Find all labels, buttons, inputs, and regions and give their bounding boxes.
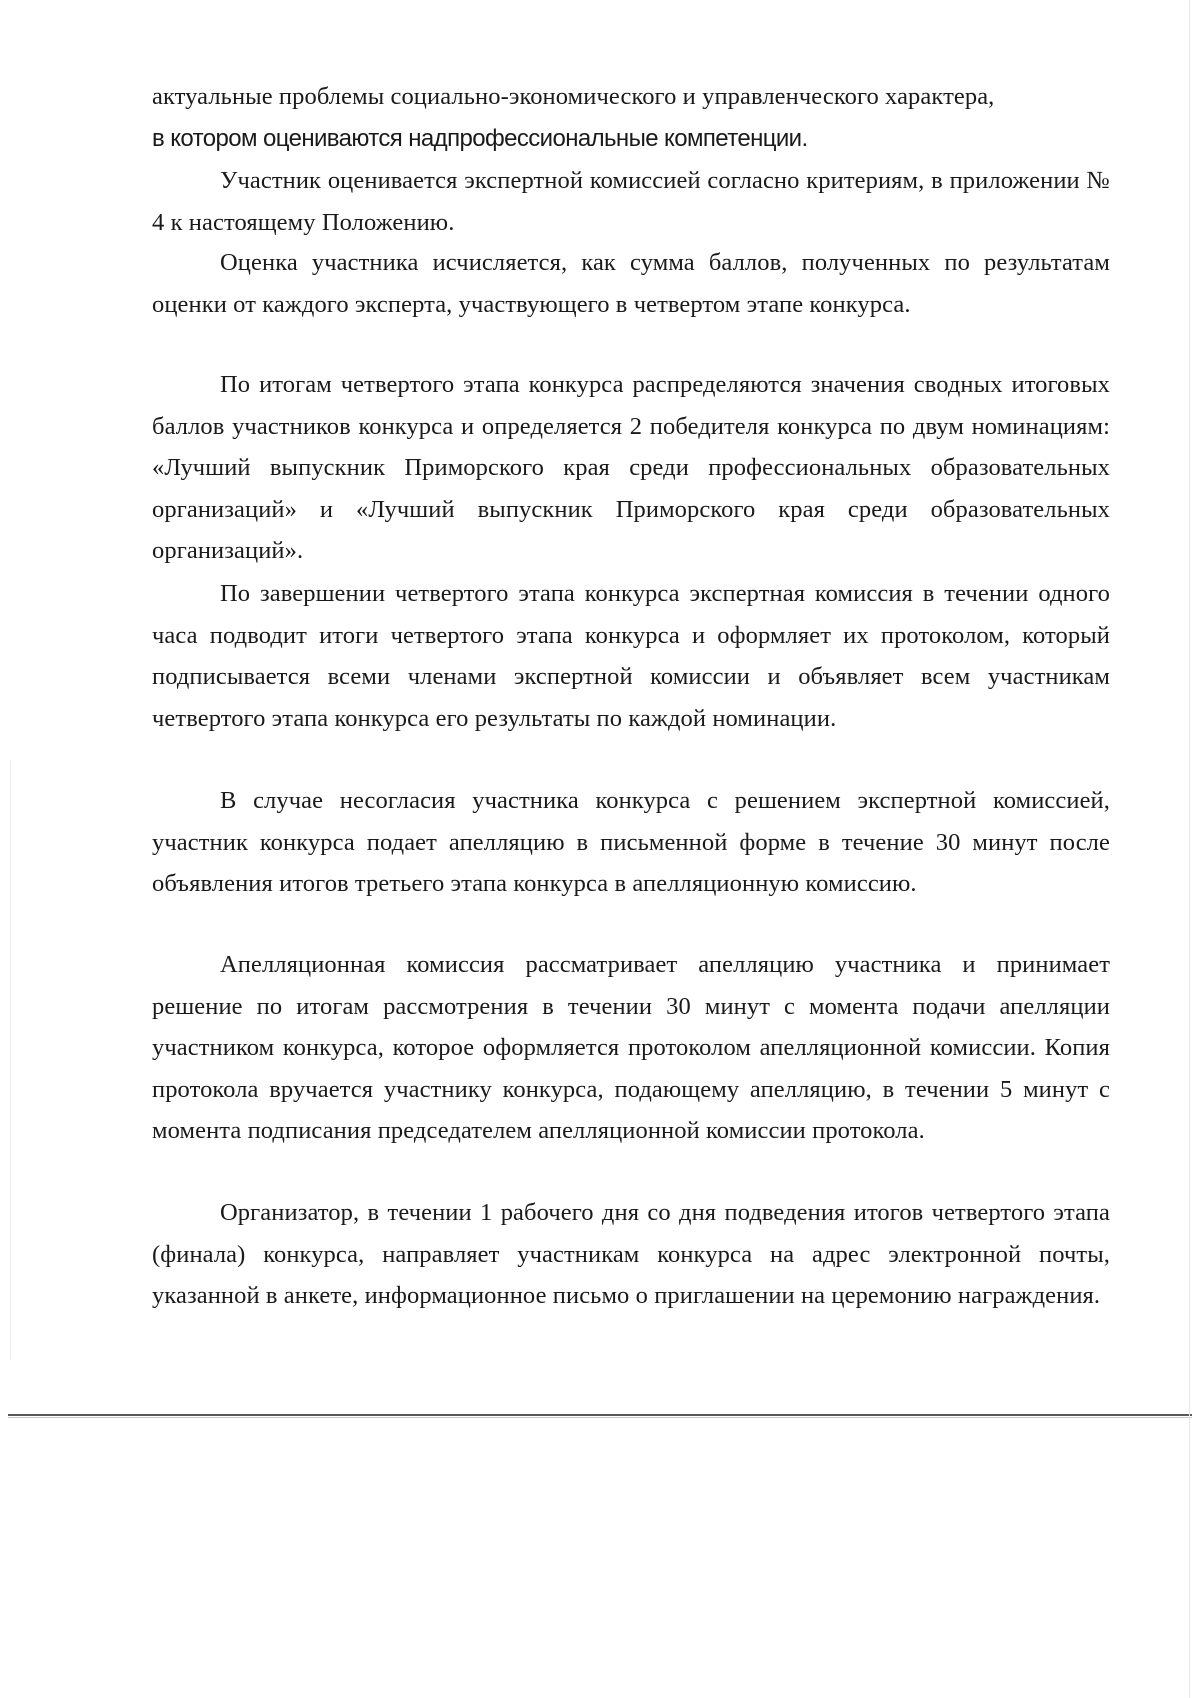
paragraph-text: По завершении четвертого этапа конкурса экспертная комиссия в течении одного часа подводит итоги четвертого этапа конкурса и оформляет их протоколом, который подписывается всеми членами экспертной комиссии и объявляет всем участникам четвертого этапа конкурса его результаты по каждой номинации. <box>152 580 1110 732</box>
paragraph-appeal-review <box>152 944 1110 1152</box>
paragraph-award-invitation <box>152 1192 1110 1317</box>
page-divider-line <box>8 1414 1192 1416</box>
paragraph-text: Участник оценивается экспертной комиссией согласно критериям, в приложении № 4 к настоящему Положению. <box>152 167 1110 236</box>
paragraph-results-protocol <box>152 573 1110 739</box>
paragraph-text: Апелляционная комиссия рассматривает апелляцию участника и принимает решение по итогам рассмотрения в течении 30 минут с момента подачи апелляции участником конкурса, которое оформляется протоколом апелляционной комиссии. Копия протокола вручается участнику конкурса, подающему апелляцию, в течении 5 минут с момента подписания председателем апелляционной комиссии протокола. <box>152 951 1110 1144</box>
paragraph-text: По итогам четвертого этапа конкурса распределяются значения сводных итоговых баллов участников конкурса и определяется 2 победителя конкурса по двум номинациям: «Лучший выпускник Приморского края среди профессиональных образовательных организаций» и «Лучший выпускник Приморского края среди образовательных организаций». <box>152 371 1110 564</box>
scan-edge-left <box>10 760 11 1360</box>
paragraph-line: актуальные проблемы социально-экономического и управленческого характера, <box>152 83 995 110</box>
paragraph-winners-nominations <box>152 364 1110 572</box>
scan-edge-right <box>1189 0 1190 1698</box>
paragraph-text: В случае несогласия участника конкурса с решением экспертной комиссией, участник конкурса подает апелляцию в письменной форме в течение 30 минут после объявления итогов третьего этапа конкурса в апелляционную комиссию. <box>152 787 1110 897</box>
paragraph-text: Организатор, в течении 1 рабочего дня со дня подведения итогов четвертого этапа (финала) конкурса, направляет участникам конкурса на адрес электронной почты, указанной в анкете, информационное письмо о приглашении на церемонию награждения. <box>152 1199 1110 1309</box>
paragraph-text: Оценка участника исчисляется, как сумма баллов, полученных по результатам оценки от каждого эксперта, участвующего в четвертом этапе конкурса. <box>152 249 1110 318</box>
paragraph-score-calculation <box>152 242 1110 325</box>
paragraph-evaluation-criteria <box>152 160 1110 243</box>
page-divider-shadow <box>8 1417 1192 1418</box>
paragraph-continuation <box>152 76 1110 159</box>
paragraph-line: в котором оцениваются надпрофессиональные компетенции. <box>152 124 808 152</box>
paragraph-appeal-submission <box>152 780 1110 905</box>
